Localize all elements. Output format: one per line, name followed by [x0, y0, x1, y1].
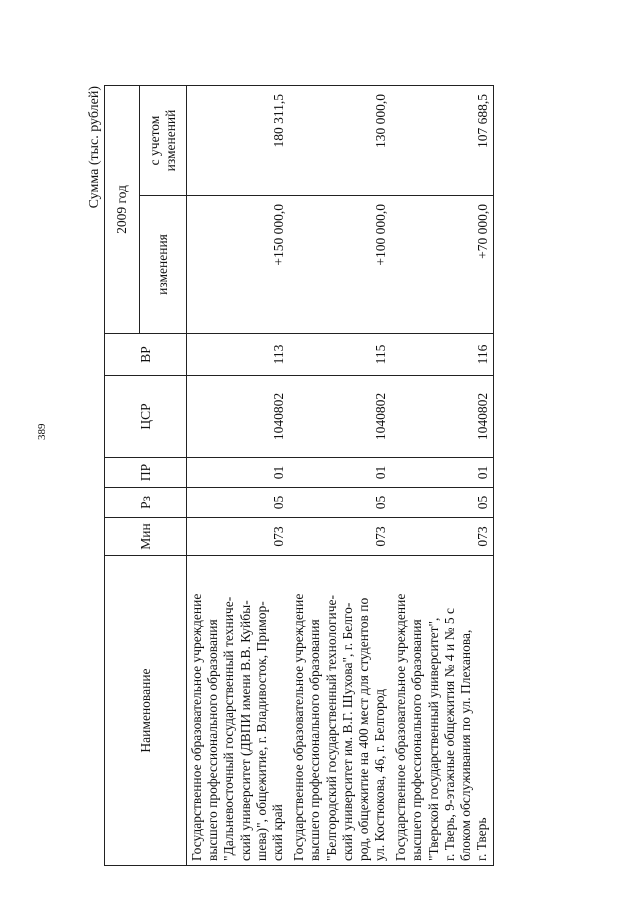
name-line: "Дальневосточный государственный техниче-	[221, 596, 237, 861]
row-csr: 1040802	[187, 376, 290, 458]
name-line: ский край	[269, 804, 285, 861]
header-pr: ПР	[105, 458, 187, 488]
name-line: "Белгородский государственный технологиче-	[323, 595, 339, 861]
name-line: род, общежитие на 400 мест для студентов по	[355, 597, 371, 861]
header-row-top	[105, 86, 140, 866]
row-pr: 01	[187, 458, 290, 488]
name-line: Государственное образовательное учреждение	[189, 593, 204, 861]
row-rz: 05	[187, 488, 290, 518]
name-line: ский университет им. В.Г. Шухова", г. Белго-	[339, 602, 355, 861]
header-with-changes: с учетом изменений	[140, 86, 187, 196]
name-line: блоком обслуживания по ул. Плеханова,	[458, 629, 473, 861]
row-pr: 01	[391, 458, 494, 488]
row-csr: 1040802	[289, 376, 391, 458]
row-change: +70 000,0	[391, 196, 494, 334]
row-csr: 1040802	[391, 376, 494, 458]
header-min: Мин	[105, 518, 187, 556]
row-vr: 113	[187, 334, 290, 376]
name-line: высшего профессионального образования	[409, 619, 425, 861]
name-line: Государственное образовательное учреждение	[291, 593, 307, 861]
header-year: 2009 год	[105, 86, 140, 334]
header-rz: Рз	[105, 488, 187, 518]
row-vr: 116	[391, 334, 494, 376]
row-rz: 05	[391, 488, 494, 518]
row-min: 073	[187, 518, 290, 556]
table-row	[187, 86, 290, 866]
page-number: 389	[36, 423, 48, 440]
name-line: шева)", общежитие, г. Владивосток, Примор-	[253, 601, 269, 861]
name-line: высшего профессионального образования	[205, 619, 221, 861]
header-changes: изменения	[140, 196, 187, 334]
row-vr: 115	[289, 334, 391, 376]
header-name: Наименование	[105, 556, 187, 866]
header-vr: ВР	[105, 334, 187, 376]
row-name	[187, 556, 290, 866]
units-caption: Сумма (тыс. рублей)	[87, 86, 102, 209]
row-rz: 05	[289, 488, 391, 518]
name-line: высшего профессионального образования	[307, 619, 323, 861]
name-line: ский университет (ДВПИ имени В.В. Куйбы-	[237, 600, 253, 861]
row-name	[391, 556, 494, 866]
row-min: 073	[289, 518, 391, 556]
table-row	[289, 86, 391, 866]
name-line: Государственное образовательное учреждение	[393, 593, 409, 861]
name-line: "Тверской государственный университет",	[425, 617, 441, 861]
row-change: +150 000,0	[187, 196, 290, 334]
name-line: г. Тверь	[474, 817, 490, 861]
name-line: г. Тверь, 9-этажные общежития № 4 и № 5 с	[441, 608, 457, 861]
row-total: 180 311,5	[187, 86, 290, 196]
row-change: +100 000,0	[289, 196, 391, 334]
row-total: 130 000,0	[289, 86, 391, 196]
row-total: 107 688,5	[391, 86, 494, 196]
landscape-page	[86, 86, 506, 866]
budget-table	[104, 85, 494, 866]
row-name	[289, 556, 391, 866]
row-min: 073	[391, 518, 494, 556]
row-pr: 01	[289, 458, 391, 488]
table-row	[391, 86, 494, 866]
header-csr: ЦСР	[105, 376, 187, 458]
name-line: ул. Костюкова, 46, г. Белгород	[372, 688, 388, 861]
